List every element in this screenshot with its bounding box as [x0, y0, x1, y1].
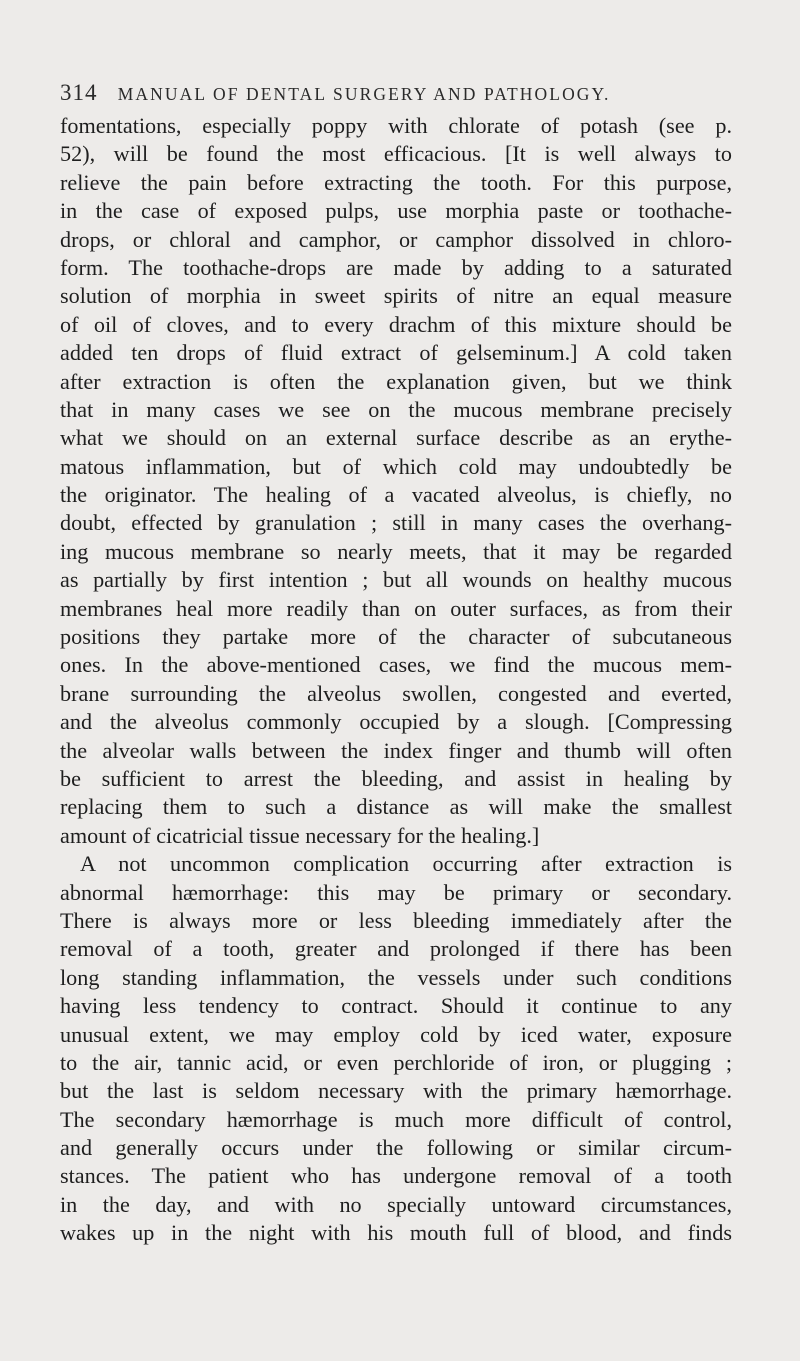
text-line: relieve the pain before extracting the tooth. For this purpose, — [60, 169, 732, 195]
text-line: unusual extent, we may employ cold by iced water, exposure — [60, 1021, 732, 1047]
text-line: having less tendency to contract. Should it continue to any — [60, 993, 732, 1019]
text-line: long standing inflammation, the vessels under such conditions — [60, 964, 732, 990]
text-line: doubt, effected by granulation ; still in many cases the overhang- — [60, 510, 732, 536]
body-text — [60, 112, 732, 1248]
text-line: that in many cases we see on the mucous membrane precisely — [60, 396, 732, 422]
text-line: A not uncommon complication occurring after extraction is — [80, 851, 732, 877]
text-line: the originator. The healing of a vacated alveolus, is chiefly, no — [60, 482, 732, 508]
text-line: after extraction is often the explanation given, but we think — [60, 368, 732, 394]
text-line: abnormal hæmorrhage: this may be primary or secondary. — [60, 879, 732, 905]
text-line: matous inflammation, but of which cold may undoubtedly be — [60, 453, 732, 479]
text-line: of oil of cloves, and to every drachm of this mixture should be — [60, 311, 732, 337]
text-line: brane surrounding the alveolus swollen, congested and everted, — [60, 680, 732, 706]
text-line: There is always more or less bleeding immediately after the — [60, 907, 732, 933]
text-line: solution of morphia in sweet spirits of nitre an equal measure — [60, 283, 732, 309]
text-line: drops, or chloral and camphor, or camphor dissolved in chloro- — [60, 226, 732, 252]
text-line: 52), will be found the most efficacious. [It is well always to — [60, 141, 732, 167]
text-line: as partially by first intention ; but all wounds on healthy mucous — [60, 567, 732, 593]
text-line: in the day, and with no specially untoward circumstances, — [60, 1191, 732, 1217]
running-title: MANUAL OF DENTAL SURGERY AND PATHOLOGY. — [117, 84, 611, 104]
text-line: to the air, tannic acid, or even perchloride of iron, or plugging ; — [60, 1049, 732, 1075]
text-line: amount of cicatricial tissue necessary for the healing.] — [60, 822, 540, 848]
text-line: The secondary hæmorrhage is much more difficult of control, — [60, 1106, 732, 1132]
text-line: replacing them to such a distance as will make the smallest — [60, 794, 732, 820]
text-line: positions they partake more of the character of subcutaneous — [60, 624, 732, 650]
text-line: form. The toothache-drops are made by adding to a saturated — [60, 254, 732, 280]
text-line: but the last is seldom necessary with the primary hæmorrhage. — [60, 1078, 732, 1104]
text-line: and generally occurs under the following or similar circum- — [60, 1135, 732, 1161]
running-head — [60, 80, 720, 106]
text-line: what we should on an external surface describe as an erythe- — [60, 425, 732, 451]
text-line: removal of a tooth, greater and prolonged if there has been — [60, 936, 732, 962]
text-line: ones. In the above-mentioned cases, we find the mucous mem- — [60, 652, 732, 678]
text-line: ing mucous membrane so nearly meets, that it may be regarded — [60, 538, 732, 564]
text-line: stances. The patient who has undergone removal of a tooth — [60, 1163, 732, 1189]
text-line: and the alveolus commonly occupied by a slough. [Compressing — [60, 709, 732, 735]
text-line: membranes heal more readily than on outer surfaces, as from their — [60, 595, 732, 621]
text-line: fomentations, especially poppy with chlorate of potash (see p. — [60, 113, 732, 138]
text-line: wakes up in the night with his mouth full of blood, and finds — [60, 1220, 732, 1246]
text-line: be sufficient to arrest the bleeding, and assist in healing by — [60, 765, 732, 791]
text-line: in the case of exposed pulps, use morphia paste or toothache- — [60, 198, 732, 224]
text-line: the alveolar walls between the index finger and thumb will often — [60, 737, 732, 763]
page-number: 314 — [60, 80, 98, 105]
text-line: added ten drops of fluid extract of gelseminum.] A cold taken — [60, 340, 732, 366]
